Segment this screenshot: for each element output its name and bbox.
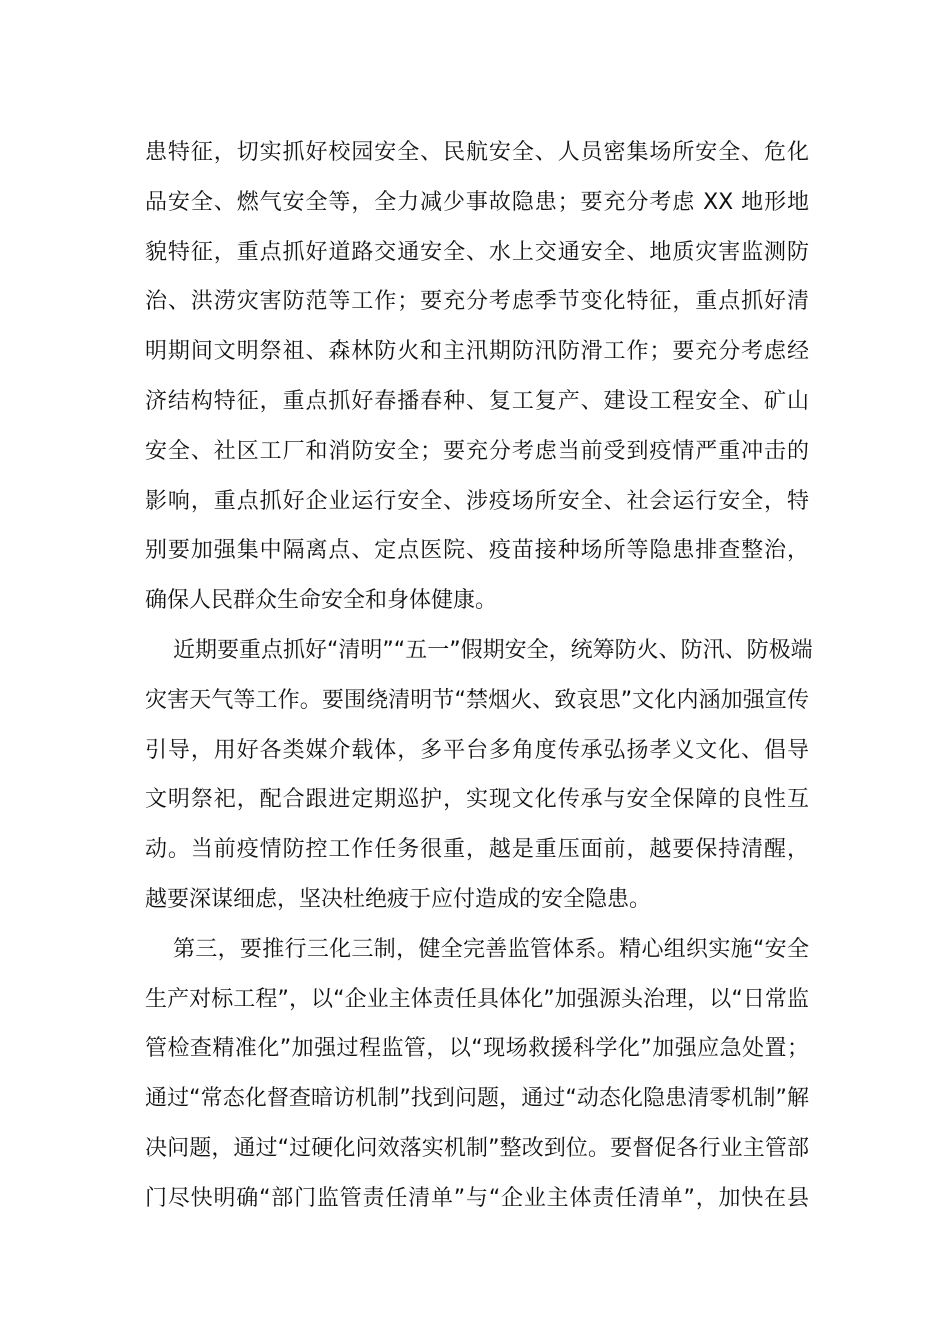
text-line: 品安全、燃气安全等，全力减少事故隐患；要充分考虑 XX 地形地: [145, 189, 809, 215]
body-text: [145, 128, 813, 1224]
text-line: 济结构特征，重点抓好春播春种、复工复产、建设工程安全、矿山: [145, 388, 809, 414]
text-line: 确保人民群众生命安全和身体健康。: [145, 588, 498, 614]
text-line: 生产对标工程”，以“企业主体责任具体化”加强源头治理，以“日常监: [145, 986, 809, 1012]
text-line: 貌特征，重点抓好道路交通安全、水上交通安全、地质灾害监测防: [145, 239, 809, 265]
text-line: 文明祭祀，配合跟进定期巡护，实现文化传承与安全保障的良性互: [145, 787, 809, 813]
text-line: 别要加强集中隔离点、定点医院、疫苗接种场所等隐患排查整治，: [145, 538, 809, 564]
text-line: 第三，要推行三化三制，健全完善监管体系。精心组织实施“安全: [173, 936, 809, 962]
text-line: 灾害天气等工作。要围绕清明节“禁烟火、致哀思”文化内涵加强宣传: [145, 687, 809, 713]
text-line: 门尽快明确“部门监管责任清单”与“企业主体责任清单”，加快在县: [145, 1185, 809, 1211]
text-line: 患特征，切实抓好校园安全、民航安全、人员密集场所安全、危化: [145, 140, 809, 165]
text-line: 引导，用好各类媒介载体，多平台多角度传承弘扬孝义文化、倡导: [145, 737, 809, 763]
text-line: 管检查精准化”加强过程监管，以“现场救援科学化”加强应急处置；: [145, 1036, 809, 1062]
text-line: 通过“常态化督查暗访机制”找到问题，通过“动态化隐患清零机制”解: [145, 1086, 809, 1112]
text-line: 治、洪涝灾害防范等工作；要充分考虑季节变化特征，重点抓好清: [145, 289, 809, 315]
text-line: 动。当前疫情防控工作任务很重，越是重压面前，越要保持清醒，: [145, 837, 809, 863]
text-line: 影响，重点抓好企业运行安全、涉疫场所安全、社会运行安全，特: [145, 488, 809, 514]
text-line: 安全、社区工厂和消防安全；要充分考虑当前受到疫情严重冲击的: [145, 438, 809, 464]
text-line: 明期间文明祭祖、森林防火和主汛期防汛防滑工作；要充分考虑经: [145, 339, 809, 365]
text-line: 近期要重点抓好“清明”“五一”假期安全，统筹防火、防汛、防极端: [173, 637, 813, 663]
text-line: 越要深谋细虑，坚决杜绝疲于应付造成的安全隐患。: [145, 886, 652, 912]
text-line: 决问题，通过“过硬化问效落实机制”整改到位。要督促各行业主管部: [145, 1135, 809, 1161]
